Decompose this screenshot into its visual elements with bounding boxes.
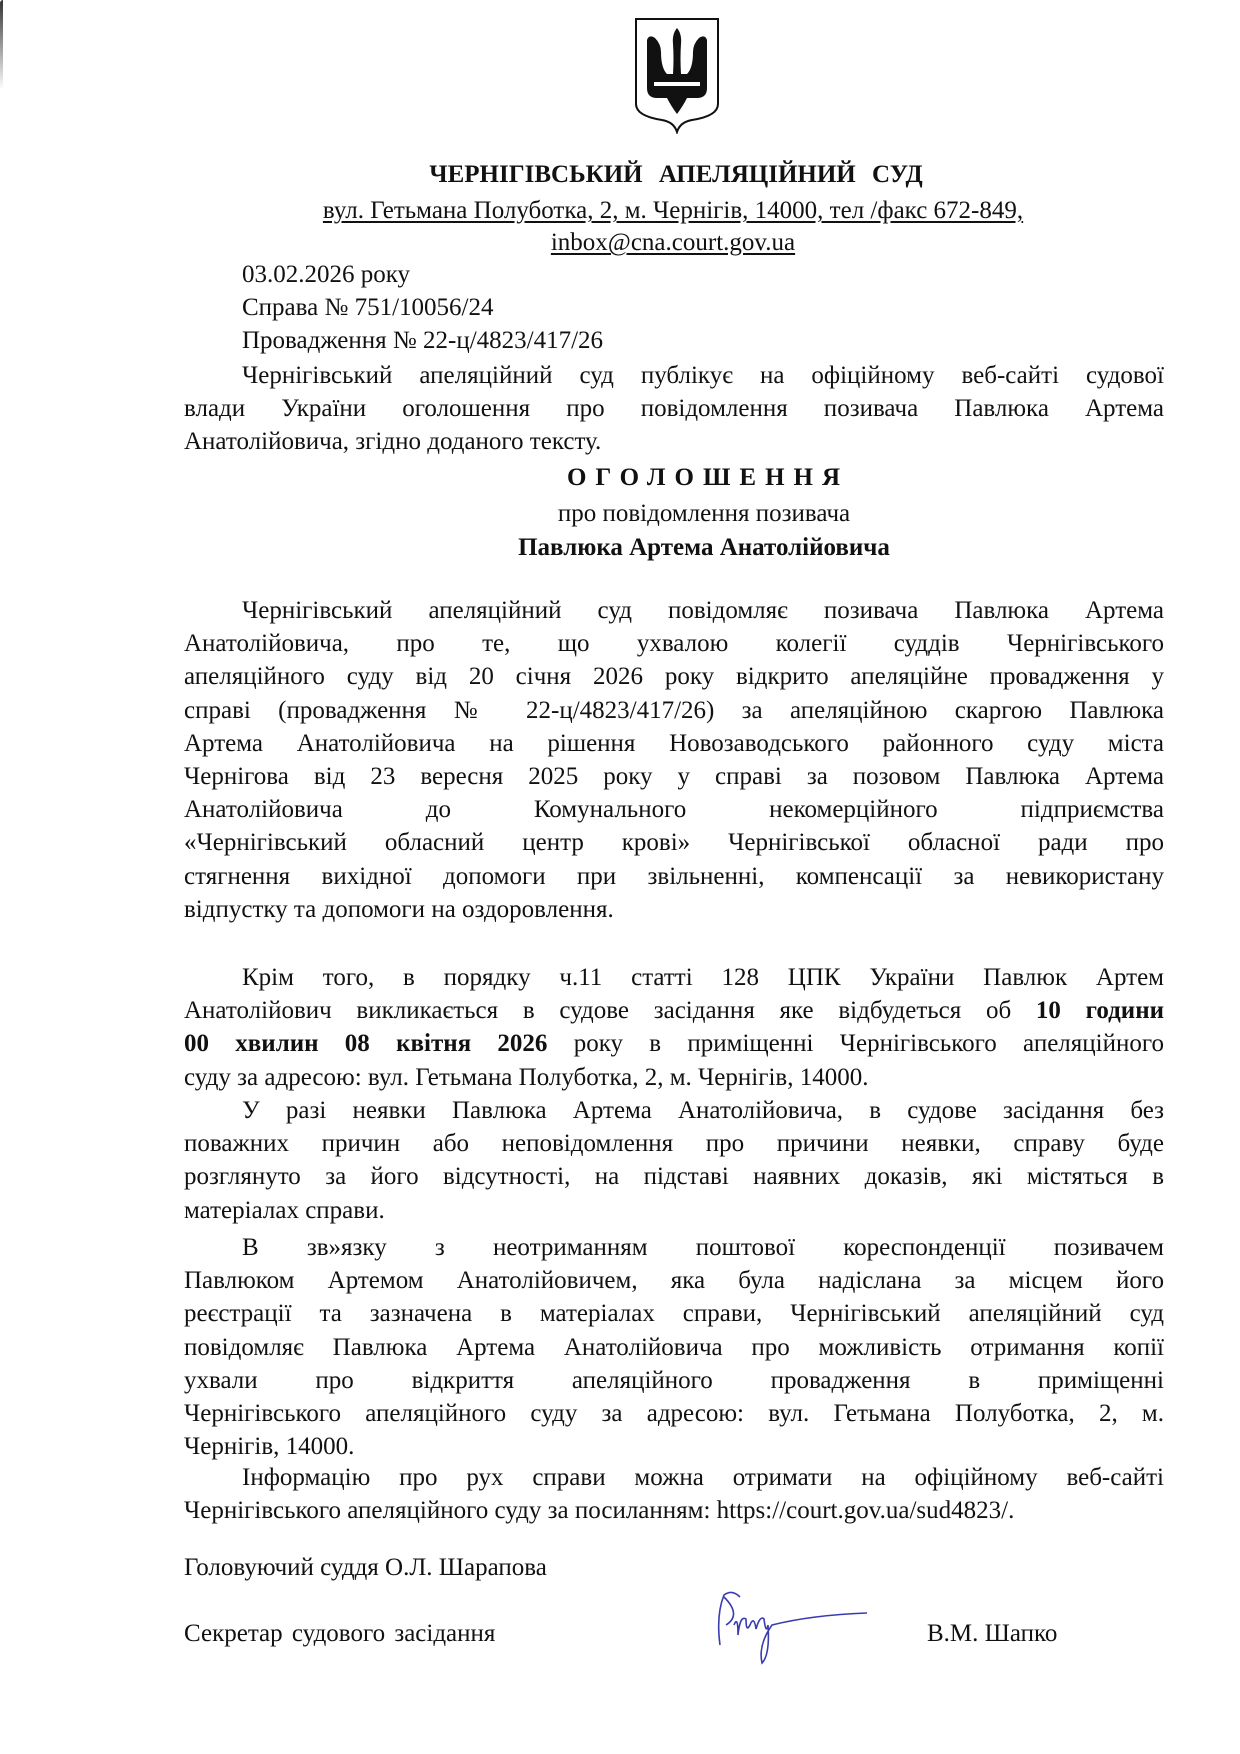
proceeding-number: Провадження № 22-ц/4823/417/26: [242, 327, 604, 354]
text-line: У разі неявки Павлюка Артема Анатолійовича, в судове засідання без: [242, 1097, 1164, 1124]
document-date: 03.02.2026 року: [242, 261, 411, 288]
address-line: [0, 194, 1240, 227]
announcement-name: Павлюка Артема Анатолійовича: [518, 534, 890, 561]
text-line: Крім того, в порядку ч.11 статті 128 ЦПК України Павлюк Артем: [242, 964, 1164, 991]
text-line: апеляційного суду від 20 січня 2026 року відкрито апеляційне провадження у: [184, 663, 1164, 691]
text-line: Павлюком Артемом Анатолійовичем, яка була надіслана за місцем його: [184, 1267, 1164, 1295]
text-line: Анатолійовича, згідно доданого тексту.: [184, 428, 602, 456]
email-line: [0, 226, 1240, 259]
bold-text-segment: 00 хвилин 08 квітня 2026: [184, 1030, 548, 1058]
text-line: [184, 1027, 1164, 1060]
text-line: розглянуто за його відсутності, на підставі наявних доказів, які містяться в: [184, 1163, 1164, 1191]
case-number: Справа № 751/10056/24: [242, 294, 494, 321]
text-line: влади України оголошення про повідомлення позивача Павлюка Артема: [184, 395, 1164, 423]
coat-of-arms-icon: [632, 16, 722, 134]
text-line: справі (провадження № 22-ц/4823/417/26) за апеляційною скаргою Павлюка: [184, 696, 1164, 724]
bold-text-segment: 10 години: [1035, 997, 1165, 1025]
text-line: Чернігівського апеляційного суду за адресою: вул. Гетьмана Полуботка, 2, м.: [184, 1400, 1164, 1427]
text-line: Анатолійовича, про те, що ухвалою колегії суддів Чернігівського: [184, 630, 1164, 658]
text-line: Артема Анатолійовича на рішення Новозаводського районного суду міста: [184, 729, 1164, 757]
text-line: матеріалах справи.: [184, 1196, 385, 1224]
announcement-heading: ОГОЛОШЕННЯ: [566, 464, 850, 491]
text-line: поважних причин або неповідомлення про причини неявки, справу буде: [184, 1130, 1164, 1158]
text-line: реєстрації та зазначена в матеріалах справи, Чернігівський апеляційний суд: [184, 1300, 1164, 1328]
text-line: відпустку та допомоги на оздоровлення.: [184, 895, 614, 923]
court-email-link[interactable]: inbox@cna.court.gov.ua: [550, 229, 796, 256]
text-line: «Чернігівський обласний центр крові» Чернігівської обласної ради про: [184, 829, 1164, 857]
text-segment: року в приміщенні Чернігівського апеляційного: [547, 1030, 1164, 1058]
text-line: стягнення вихідної допомоги при звільненні, компенсації за невикористану: [184, 862, 1164, 890]
text-line: Чернігівського апеляційного суду за посиланням: https://court.gov.ua/sud4823/.: [184, 1497, 1015, 1525]
text-line: Чернігів, 14000.: [184, 1433, 355, 1461]
court-address: вул. Гетьмана Полуботка, 2, м. Чернігів, 14000, тел /факс 672-849,: [322, 197, 1024, 224]
secretary-label: Секретар судового засідання: [184, 1620, 496, 1647]
text-line: суду за адресою: вул. Гетьмана Полуботка, 2, м. Чернігів, 14000.: [184, 1063, 869, 1091]
announcement-subheading: про повідомлення позивача: [557, 500, 851, 527]
text-line: Чернігова від 23 вересня 2025 року у справі за позовом Павлюка Артема: [184, 763, 1164, 790]
text-segment: Анатолійович викликається в судове засідання яке відбудеться об: [184, 997, 1036, 1025]
presiding-judge: Головуючий суддя О.Л. Шарапова: [184, 1554, 547, 1581]
text-line: ухвали про відкриття апеляційного провадження в приміщенні: [184, 1366, 1164, 1394]
text-line: Анатолійовича до Комунального некомерційного підприємства: [184, 796, 1164, 824]
scan-edge: [0, 0, 3, 90]
text-line: Чернігівський апеляційний суд публікує на офіційному веб-сайті судової: [242, 362, 1164, 389]
text-line: Інформацію про рух справи можна отримати на офіційному веб-сайті: [242, 1464, 1164, 1491]
text-line: повідомляє Павлюка Артема Анатолійовича про можливість отримання копії: [184, 1333, 1164, 1361]
handwritten-signature: [712, 1585, 877, 1670]
text-line: В зв»язку з неотриманням поштової кореспонденції позивачем: [242, 1234, 1164, 1261]
secretary-name: В.М. Шапко: [927, 1620, 1058, 1647]
court-name-heading: ЧЕРНІГІВСЬКИЙ АПЕЛЯЦІЙНИЙ СУД: [429, 161, 923, 188]
text-line: Чернігівський апеляційний суд повідомляє позивача Павлюка Артема: [242, 597, 1164, 624]
text-line: [184, 994, 1164, 1027]
